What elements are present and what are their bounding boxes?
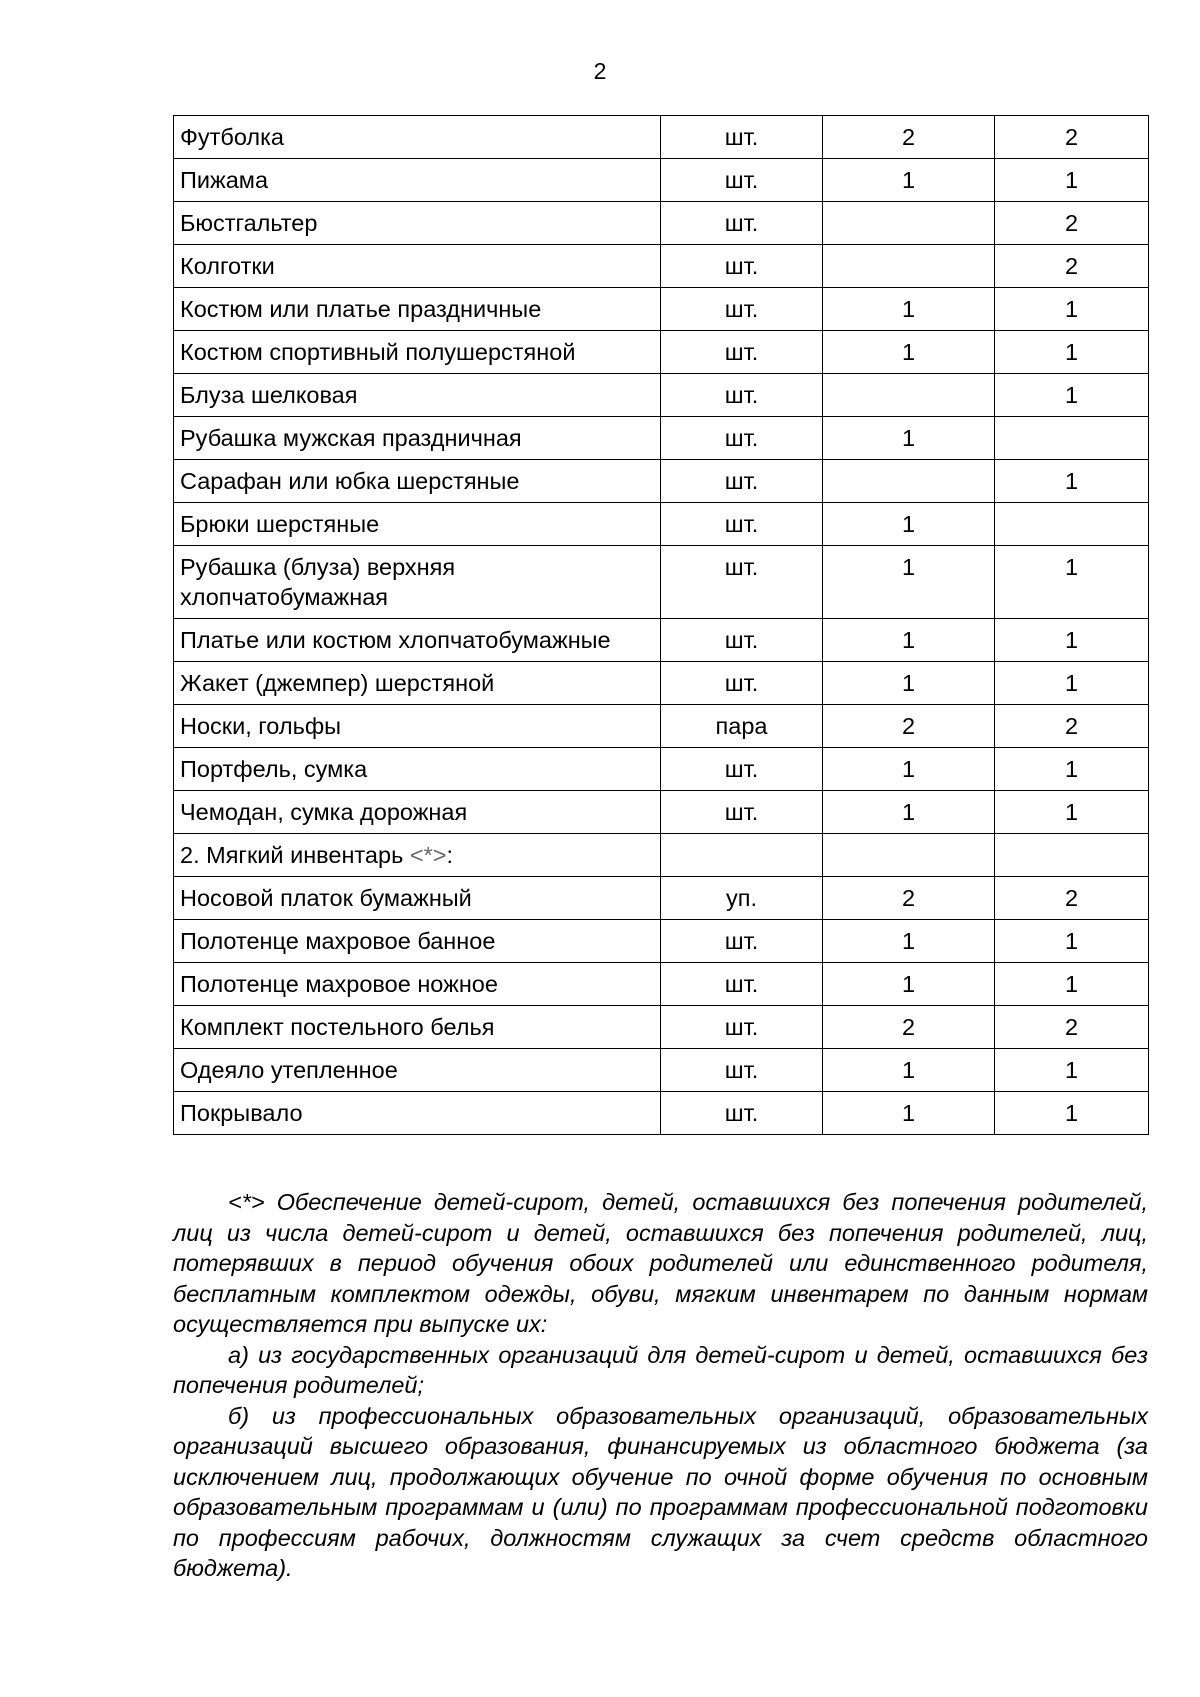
unit-cell: шт. bbox=[661, 748, 823, 791]
quantity-cell-1: 1 bbox=[823, 1092, 995, 1135]
table-row bbox=[174, 460, 1149, 503]
unit-cell: уп. bbox=[661, 877, 823, 920]
table-row bbox=[174, 374, 1149, 417]
quantity-cell-2: 1 bbox=[995, 546, 1149, 619]
table-row bbox=[174, 963, 1149, 1006]
item-name-cell: Полотенце махровое ножное bbox=[174, 963, 661, 1006]
quantity-cell-2: 1 bbox=[995, 374, 1149, 417]
table-row bbox=[174, 202, 1149, 245]
quantity-cell-1 bbox=[823, 374, 995, 417]
quantity-cell-1: 1 bbox=[823, 748, 995, 791]
table-row bbox=[174, 877, 1149, 920]
footnote-reference-link[interactable]: <*> bbox=[409, 842, 447, 868]
quantity-cell-1: 1 bbox=[823, 503, 995, 546]
unit-cell: шт. bbox=[661, 1092, 823, 1135]
item-name-cell: Костюм или платье праздничные bbox=[174, 288, 661, 331]
quantity-cell-2: 1 bbox=[995, 963, 1149, 1006]
section-heading-row bbox=[174, 834, 1149, 877]
table-row bbox=[174, 619, 1149, 662]
quantity-cell-1: 1 bbox=[823, 331, 995, 374]
quantity-cell-2: 1 bbox=[995, 662, 1149, 705]
unit-cell: шт. bbox=[661, 331, 823, 374]
item-name-cell: Полотенце махровое банное bbox=[174, 920, 661, 963]
quantity-cell-1: 1 bbox=[823, 417, 995, 460]
unit-cell: пара bbox=[661, 705, 823, 748]
unit-cell: шт. bbox=[661, 1006, 823, 1049]
quantity-cell-1: 2 bbox=[823, 877, 995, 920]
quantity-cell-2: 1 bbox=[995, 920, 1149, 963]
quantity-cell-1: 1 bbox=[823, 1049, 995, 1092]
quantity-cell-2: 1 bbox=[995, 791, 1149, 834]
table-row bbox=[174, 116, 1149, 159]
unit-cell: шт. bbox=[661, 546, 823, 619]
item-name-cell: Покрывало bbox=[174, 1092, 661, 1135]
quantity-cell-1: 2 bbox=[823, 116, 995, 159]
table-row bbox=[174, 159, 1149, 202]
item-name-cell: Жакет (джемпер) шерстяной bbox=[174, 662, 661, 705]
empty-cell bbox=[823, 834, 995, 877]
item-name-cell: Костюм спортивный полушерстяной bbox=[174, 331, 661, 374]
footnote bbox=[173, 1187, 1148, 1584]
norms-table-body bbox=[174, 116, 1149, 1135]
norms-table bbox=[173, 115, 1149, 1135]
table-row bbox=[174, 546, 1149, 619]
quantity-cell-1: 1 bbox=[823, 288, 995, 331]
footnote-paragraph-a: а) из государственных организаций для детей-сирот и детей, оставшихся без попечения родителей; bbox=[173, 1341, 1148, 1398]
section-heading-text: 2. Мягкий инвентарь bbox=[180, 842, 410, 868]
table-row bbox=[174, 748, 1149, 791]
quantity-cell-1 bbox=[823, 245, 995, 288]
quantity-cell-2: 1 bbox=[995, 460, 1149, 503]
quantity-cell-1: 2 bbox=[823, 1006, 995, 1049]
table-row bbox=[174, 503, 1149, 546]
quantity-cell-1: 1 bbox=[823, 619, 995, 662]
table-row bbox=[174, 662, 1149, 705]
unit-cell: шт. bbox=[661, 503, 823, 546]
unit-cell: шт. bbox=[661, 1049, 823, 1092]
quantity-cell-2 bbox=[995, 417, 1149, 460]
section-heading-suffix: : bbox=[446, 842, 453, 868]
table-row bbox=[174, 331, 1149, 374]
table-row bbox=[174, 920, 1149, 963]
unit-cell: шт. bbox=[661, 417, 823, 460]
unit-cell: шт. bbox=[661, 116, 823, 159]
item-name-cell: Рубашка (блуза) верхняя хлопчатобумажная bbox=[174, 546, 661, 619]
unit-cell: шт. bbox=[661, 619, 823, 662]
quantity-cell-2: 1 bbox=[995, 288, 1149, 331]
quantity-cell-2: 1 bbox=[995, 1092, 1149, 1135]
quantity-cell-1: 1 bbox=[823, 546, 995, 619]
quantity-cell-2: 2 bbox=[995, 116, 1149, 159]
unit-cell: шт. bbox=[661, 374, 823, 417]
item-name-cell: Комплект постельного белья bbox=[174, 1006, 661, 1049]
item-name-cell: Одеяло утепленное bbox=[174, 1049, 661, 1092]
unit-cell: шт. bbox=[661, 202, 823, 245]
quantity-cell-2: 1 bbox=[995, 331, 1149, 374]
item-name-cell: Портфель, сумка bbox=[174, 748, 661, 791]
quantity-cell-2 bbox=[995, 503, 1149, 546]
item-name-cell: Носки, гольфы bbox=[174, 705, 661, 748]
quantity-cell-2: 1 bbox=[995, 748, 1149, 791]
item-name-cell: Сарафан или юбка шерстяные bbox=[174, 460, 661, 503]
quantity-cell-2: 1 bbox=[995, 159, 1149, 202]
quantity-cell-1 bbox=[823, 460, 995, 503]
item-name-cell: Брюки шерстяные bbox=[174, 503, 661, 546]
unit-cell: шт. bbox=[661, 245, 823, 288]
unit-cell: шт. bbox=[661, 791, 823, 834]
quantity-cell-2: 2 bbox=[995, 245, 1149, 288]
table-row bbox=[174, 245, 1149, 288]
table-row bbox=[174, 1006, 1149, 1049]
item-name-cell: Бюстгальтер bbox=[174, 202, 661, 245]
item-name-cell: Пижама bbox=[174, 159, 661, 202]
empty-cell bbox=[995, 834, 1149, 877]
quantity-cell-2: 1 bbox=[995, 1049, 1149, 1092]
table-row bbox=[174, 417, 1149, 460]
quantity-cell-2: 2 bbox=[995, 877, 1149, 920]
quantity-cell-2: 2 bbox=[995, 1006, 1149, 1049]
section-heading-cell bbox=[174, 834, 661, 877]
quantity-cell-1: 1 bbox=[823, 662, 995, 705]
unit-cell: шт. bbox=[661, 662, 823, 705]
item-name-cell: Рубашка мужская праздничная bbox=[174, 417, 661, 460]
quantity-cell-1: 1 bbox=[823, 791, 995, 834]
quantity-cell-1 bbox=[823, 202, 995, 245]
table-row bbox=[174, 705, 1149, 748]
quantity-cell-2: 2 bbox=[995, 705, 1149, 748]
item-name-cell: Блуза шелковая bbox=[174, 374, 661, 417]
table-row bbox=[174, 1092, 1149, 1135]
quantity-cell-1: 1 bbox=[823, 920, 995, 963]
quantity-cell-1: 2 bbox=[823, 705, 995, 748]
quantity-cell-1: 1 bbox=[823, 963, 995, 1006]
quantity-cell-2: 1 bbox=[995, 619, 1149, 662]
item-name-cell: Чемодан, сумка дорожная bbox=[174, 791, 661, 834]
item-name-cell: Футболка bbox=[174, 116, 661, 159]
footnote-paragraph-b: б) из профессиональных образовательных организаций, образовательных организаций высшего образования, финансируемых из областного бюджета (за исключением лиц, продолжающих обучение по очной форме обучения по основным образовательным программам и (или) по программам профессиональной подготовки по профессиям рабочих, должностям служащих за счет средств областного бюджета). bbox=[173, 1402, 1148, 1581]
unit-cell: шт. bbox=[661, 288, 823, 331]
quantity-cell-1: 1 bbox=[823, 159, 995, 202]
item-name-cell: Носовой платок бумажный bbox=[174, 877, 661, 920]
item-name-cell: Колготки bbox=[174, 245, 661, 288]
table-row bbox=[174, 288, 1149, 331]
item-name-cell: Платье или костюм хлопчатобумажные bbox=[174, 619, 661, 662]
footnote-paragraph-intro: <*> Обеспечение детей-сирот, детей, оставшихся без попечения родителей, лиц из числа детей-сирот и детей, оставшихся без попечения родителей, лиц, потерявших в период обучения обоих родителей или единственного родителя, бесплатным комплектом одежды, обуви, мягким инвентарем по данным нормам осуществляется при выпуске их: bbox=[173, 1189, 1148, 1337]
unit-cell: шт. bbox=[661, 963, 823, 1006]
table-row bbox=[174, 791, 1149, 834]
unit-cell: шт. bbox=[661, 460, 823, 503]
quantity-cell-2: 2 bbox=[995, 202, 1149, 245]
empty-cell bbox=[661, 834, 823, 877]
page-number: 2 bbox=[593, 58, 607, 84]
unit-cell: шт. bbox=[661, 920, 823, 963]
unit-cell: шт. bbox=[661, 159, 823, 202]
table-row bbox=[174, 1049, 1149, 1092]
